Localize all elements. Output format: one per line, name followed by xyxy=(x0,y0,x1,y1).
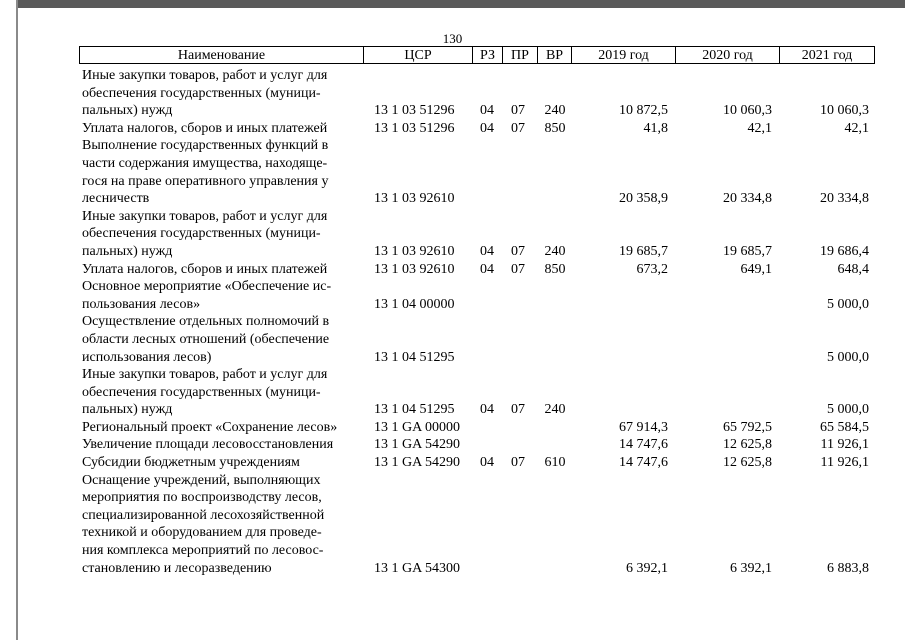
cell-y2020: 6 392,1 xyxy=(730,560,772,576)
row-name-line: Региональный проект «Сохранение лесов» xyxy=(82,419,338,435)
row-name-line: ния комплекса мероприятий по лесовос- xyxy=(82,543,324,559)
header-csr: ЦСР xyxy=(364,47,473,63)
cell-csr: 13 1 04 51295 xyxy=(374,349,455,365)
cell-pr: 07 xyxy=(511,120,525,136)
row-name-line: специализированной лесохозяйственной xyxy=(82,507,325,523)
cell-y2019 xyxy=(574,401,668,419)
cell-y2020 xyxy=(674,401,772,419)
header-pr: ПР xyxy=(503,47,538,63)
header-2020: 2020 год xyxy=(676,47,780,63)
cell-rz: 04 xyxy=(480,243,494,259)
row-name xyxy=(82,278,374,313)
row-name-line: Основное мероприятие «Обеспечение ис- xyxy=(82,279,332,295)
cell-csr: 13 1 03 51296 xyxy=(374,103,455,119)
cell-rz xyxy=(474,296,500,314)
cell-y2020 xyxy=(674,349,772,367)
row-name-line: Увеличение площади лесовосстановления xyxy=(82,437,334,453)
table-row xyxy=(82,261,875,279)
cell-rz: 04 xyxy=(480,103,494,119)
cell-vr: 850 xyxy=(544,261,566,277)
row-name-line: Оснащение учреждений, выполняющих xyxy=(82,472,321,488)
cell-y2020: 42,1 xyxy=(747,120,772,136)
cell-y2021: 11 926,1 xyxy=(820,437,869,453)
cell-rz xyxy=(474,190,500,208)
row-name-line: обеспечения государственных (муници- xyxy=(82,85,321,101)
cell-y2019: 673,2 xyxy=(636,261,668,277)
row-name-line: техникой и оборудованием для проведе- xyxy=(82,525,322,541)
row-name-line: Иные закупки товаров, работ и услуг для xyxy=(82,367,328,383)
cell-csr: 13 1 04 51295 xyxy=(374,402,455,418)
row-name-line: Субсидии бюджетным учреждениям xyxy=(82,455,300,471)
table-row xyxy=(82,278,875,313)
cell-y2019 xyxy=(574,349,668,367)
row-name xyxy=(82,67,374,120)
row-name xyxy=(82,313,374,366)
cell-vr: 850 xyxy=(544,120,566,136)
header-2019: 2019 год xyxy=(572,47,676,63)
header-name: Наименование xyxy=(80,47,364,63)
cell-pr xyxy=(505,296,531,314)
row-name-line: гося на праве оперативного управления у xyxy=(82,173,329,189)
cell-pr: 07 xyxy=(511,402,525,418)
table-row xyxy=(82,208,875,261)
cell-pr: 07 xyxy=(511,455,525,471)
cell-vr xyxy=(538,190,572,208)
row-name-line: Уплата налогов, сборов и иных платежей xyxy=(82,261,328,277)
cell-rz: 04 xyxy=(480,455,494,471)
cell-vr: 610 xyxy=(544,455,566,471)
cell-csr: 13 1 03 92610 xyxy=(374,243,455,259)
cell-y2020: 12 625,8 xyxy=(723,455,772,471)
scan-left-edge xyxy=(16,0,18,640)
row-name-line: пальных) нужд xyxy=(82,103,173,119)
cell-y2021: 11 926,1 xyxy=(820,455,869,471)
cell-y2020: 19 685,7 xyxy=(723,243,772,259)
cell-pr xyxy=(505,560,531,578)
cell-pr: 07 xyxy=(511,261,525,277)
cell-y2019: 10 872,5 xyxy=(619,103,668,119)
cell-y2021: 6 883,8 xyxy=(827,560,869,576)
cell-y2020: 20 334,8 xyxy=(723,191,772,207)
cell-rz xyxy=(474,560,500,578)
cell-rz xyxy=(474,349,500,367)
page-number: 130 xyxy=(442,31,463,46)
row-name-line: обеспечения государственных (муници- xyxy=(82,226,321,242)
cell-y2020 xyxy=(674,296,772,314)
row-name-line: мероприятия по воспроизводству лесов, xyxy=(82,490,322,506)
cell-vr xyxy=(538,349,572,367)
cell-y2020: 12 625,8 xyxy=(723,437,772,453)
table-body xyxy=(82,67,875,577)
row-name-line: Иные закупки товаров, работ и услуг для xyxy=(82,208,328,224)
table-row xyxy=(82,472,875,578)
row-name-line: Выполнение государственных функций в xyxy=(82,138,329,154)
cell-csr: 13 1 GA 54290 xyxy=(374,455,460,471)
cell-y2021: 5 000,0 xyxy=(827,402,869,418)
header-vr: ВР xyxy=(538,47,572,63)
row-name-line: Осуществление отдельных полномочий в xyxy=(82,314,330,330)
cell-y2020: 649,1 xyxy=(740,261,772,277)
cell-pr xyxy=(505,190,531,208)
row-name xyxy=(82,436,374,454)
row-name xyxy=(82,261,374,279)
row-name-line: обеспечения государственных (муници- xyxy=(82,384,321,400)
cell-y2019: 67 914,3 xyxy=(619,419,668,435)
cell-rz: 04 xyxy=(480,261,494,277)
row-name-line: пользования лесов» xyxy=(82,296,201,312)
cell-rz xyxy=(474,419,500,437)
cell-pr: 07 xyxy=(511,103,525,119)
table-row xyxy=(82,137,875,207)
cell-y2019: 14 747,6 xyxy=(619,455,668,471)
cell-y2021: 65 584,5 xyxy=(820,419,869,435)
cell-y2019 xyxy=(574,296,668,314)
cell-csr: 13 1 04 00000 xyxy=(374,296,455,312)
row-name-line: использования лесов) xyxy=(82,349,212,365)
row-name-line: области лесных отношений (обеспечение xyxy=(82,331,330,347)
cell-pr xyxy=(505,436,531,454)
cell-y2020: 65 792,5 xyxy=(723,419,772,435)
row-name xyxy=(82,472,374,578)
cell-csr: 13 1 03 92610 xyxy=(374,191,455,207)
cell-vr: 240 xyxy=(544,103,566,119)
row-name-line: Уплата налогов, сборов и иных платежей xyxy=(82,120,328,136)
cell-csr: 13 1 03 51296 xyxy=(374,120,455,136)
cell-pr xyxy=(505,419,531,437)
cell-y2019: 19 685,7 xyxy=(619,243,668,259)
row-name-line: пальных) нужд xyxy=(82,402,173,418)
scan-top-edge xyxy=(16,0,905,8)
cell-y2021: 42,1 xyxy=(844,120,869,136)
header-2021: 2021 год xyxy=(801,48,853,63)
cell-y2019: 6 392,1 xyxy=(626,560,668,576)
row-name xyxy=(82,137,374,207)
row-name-line: лесничеств xyxy=(82,191,150,207)
cell-vr xyxy=(538,436,572,454)
cell-y2020: 10 060,3 xyxy=(723,103,772,119)
cell-csr: 13 1 GA 00000 xyxy=(374,419,460,435)
cell-y2019: 14 747,6 xyxy=(619,437,668,453)
table-row xyxy=(82,454,875,472)
cell-rz: 04 xyxy=(480,120,494,136)
cell-y2019: 20 358,9 xyxy=(619,191,668,207)
row-name xyxy=(82,454,374,472)
row-name-line: части содержания имущества, находяще- xyxy=(82,155,328,171)
cell-pr xyxy=(505,349,531,367)
cell-rz: 04 xyxy=(480,402,494,418)
table-row xyxy=(82,366,875,419)
cell-vr: 240 xyxy=(544,402,566,418)
row-name xyxy=(82,120,374,138)
cell-y2021: 10 060,3 xyxy=(820,103,869,119)
row-name xyxy=(82,419,374,437)
header-rz: РЗ xyxy=(473,47,503,63)
cell-vr xyxy=(538,419,572,437)
cell-y2021: 5 000,0 xyxy=(827,349,869,365)
cell-vr xyxy=(538,296,572,314)
row-name-line: пальных) нужд xyxy=(82,243,173,259)
table-row xyxy=(82,436,875,454)
table-row xyxy=(82,67,875,120)
cell-vr xyxy=(538,560,572,578)
row-name-line: становлению и лесоразведению xyxy=(82,560,272,576)
table-header xyxy=(79,46,875,64)
cell-pr: 07 xyxy=(511,243,525,259)
table-row xyxy=(82,313,875,366)
cell-y2021: 648,4 xyxy=(837,261,869,277)
row-name-line: Иные закупки товаров, работ и услуг для xyxy=(82,68,328,83)
cell-csr: 13 1 GA 54300 xyxy=(374,560,460,576)
cell-vr: 240 xyxy=(544,243,566,259)
row-name xyxy=(82,366,374,419)
cell-y2021: 19 686,4 xyxy=(820,243,869,259)
row-name xyxy=(82,208,374,261)
cell-csr: 13 1 GA 54290 xyxy=(374,437,460,453)
table-row xyxy=(82,419,875,437)
cell-rz xyxy=(474,436,500,454)
cell-y2019: 41,8 xyxy=(643,120,668,136)
cell-y2021: 20 334,8 xyxy=(820,191,869,207)
cell-csr: 13 1 03 92610 xyxy=(374,261,455,277)
table-row xyxy=(82,120,875,138)
cell-y2021: 5 000,0 xyxy=(827,296,869,312)
